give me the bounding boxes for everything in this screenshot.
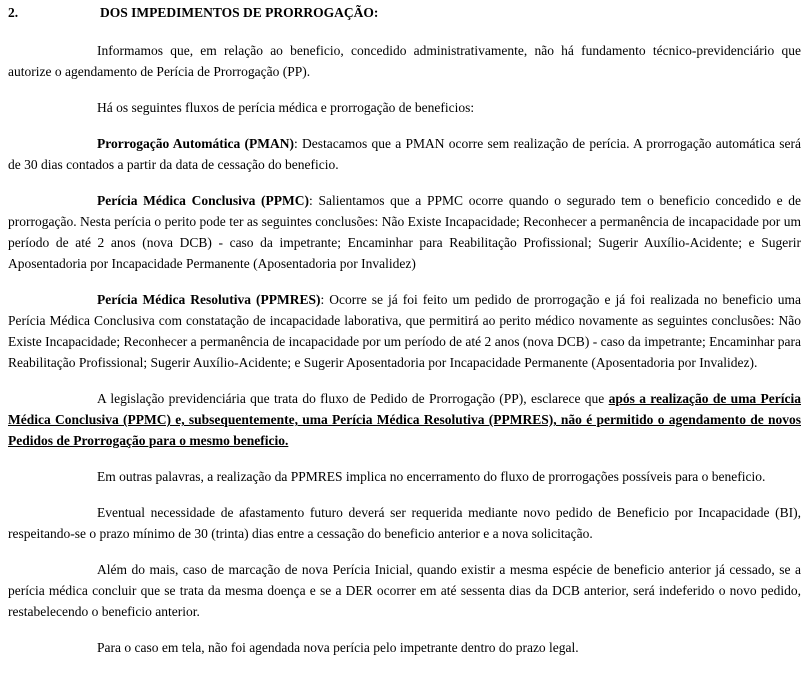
text-run-bold: Perícia Médica Resolutiva (PPMRES) [97,292,321,307]
text-run: Há os seguintes fluxos de perícia médica e prorrogação de beneficios: [97,100,475,115]
text-run: Além do mais, caso de marcação de nova Perícia Inicial, quando existir a mesma espécie de beneficio anterior já cessado, se a perícia médica concluir que se trata da mesma doença e se a DER ocorrer em até sessenta dias da DCB anterior, será indeferido o novo pedido, restabelecendo o beneficio anterior. [8,562,801,619]
text-run: : Destacamos que a PMAN ocorre sem realização de perícia. A prorrogação automática será de 30 dias contados a partir da data de cessação do beneficio. [8,136,801,172]
text-run-bold: Prorrogação Automática (PMAN) [97,136,294,151]
paragraph-intro [8,40,801,82]
text-run: : Ocorre se já foi feito um pedido de prorrogação e já foi realizada no beneficio uma Perícia Médica Conclusiva com constatação de incapacidade laborativa, que permitirá ao perito médico novamente as seguintes conclusões: Não Existe Incapacidade; Reconhecer a permanência de incapacidade por um período de até 2 anos (nova DCB) - caso da impetrante; Encaminhar para Reabilitação Profissional; Sugerir Auxílio-Acidente; e Sugerir Aposentadoria por Incapacidade Permanente (Aposentadoria por Invalidez). [8,292,801,370]
text-run: Em outras palavras, a realização da PPMRES implica no encerramento do fluxo de prorrogações possíveis para o beneficio. [97,469,766,484]
paragraph-conclusao [8,637,801,658]
text-run-bold-underline: após a realização de uma Perícia Médica Conclusiva (PPMC) e, subsequentemente, uma Perícia Médica Resolutiva (PPMRES), não é permitido o agendamento de novos Pedidos de Prorrogação para o mesmo beneficio. [8,391,801,448]
section-number: 2. [8,5,19,20]
text-run: : Salientamos que a PPMC ocorre quando o segurado tem o beneficio concedido e de prorrogação. Nesta perícia o perito pode ter as seguintes conclusões: Não Existe Incapacidade; Reconhecer a permanência de incapacidade por um período de até 2 anos (nova DCB) - caso da impetrante; Encaminhar para Reabilitação Profissional; Sugerir Auxílio-Acidente; e Sugerir Aposentadoria por Incapacidade Permanente (Aposentadoria por Invalidez) [8,193,801,271]
paragraph-encerramento [8,466,801,487]
text-run: Eventual necessidade de afastamento futuro deverá ser requerida mediante novo pedido de Beneficio por Incapacidade (BI), respeitando-se o prazo mínimo de 30 (trinta) dias entre a cessação do beneficio anterior e a nova solicitação. [8,505,801,541]
paragraph-ppmc [8,190,801,274]
paragraph-pman [8,133,801,175]
text-run: Informamos que, em relação ao beneficio, concedido administrativamente, não há fundamento técnico-previdenciário que autorize o agendamento de Perícia de Prorrogação (PP). [8,43,801,79]
text-run: Para o caso em tela, não foi agendada nova perícia pelo impetrante dentro do prazo legal. [97,640,579,655]
paragraph-ppmres [8,289,801,373]
paragraph-fluxos [8,97,801,118]
paragraph-pericia-inicial [8,559,801,622]
section-heading [8,2,801,23]
text-run: A legislação previdenciária que trata do fluxo de Pedido de Prorrogação (PP), esclarece que [97,391,609,406]
paragraph-afastamento [8,502,801,544]
paragraph-legislacao [8,388,801,451]
section-title: DOS IMPEDIMENTOS DE PRORROGAÇÃO: [100,5,379,20]
text-run-bold: Perícia Médica Conclusiva (PPMC) [97,193,310,208]
